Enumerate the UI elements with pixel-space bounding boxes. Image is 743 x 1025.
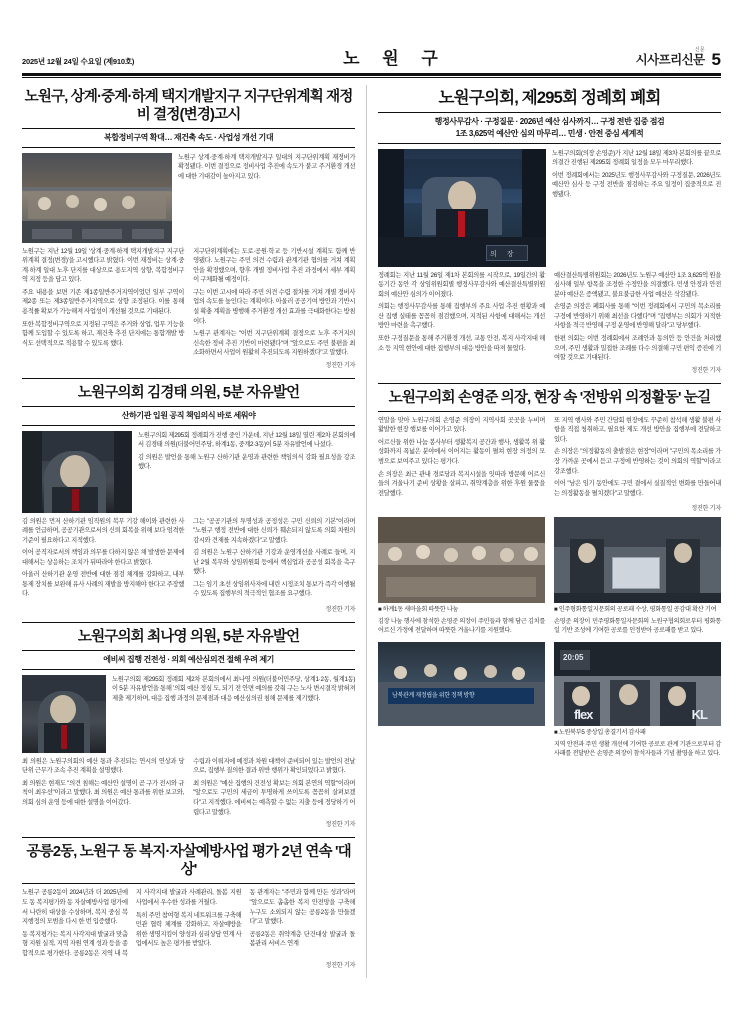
paragraph: 예산결산특별위원회는 2026년도 노원구 예산안 1조 3,625억 원을 심사해 일부 항목을 조정한 수정안을 의결했다. 민생 안정과 안전 분야 예산은 증액됐고, 불요불급한 사업 예산은 삭감됐다.	[554, 271, 721, 298]
article-byline: 정진한 기자	[325, 361, 356, 369]
paragraph: 그는 "공공기관의 투명성과 공정성은 구민 신뢰의 기본"이라며 "노원구 행정 전반에 대한 신뢰가 훼손되지 않도록 의회 차원의 감시와 견제를 지속하겠다"고 말했다.	[193, 517, 356, 544]
paragraph: 지구단위계획에는 도로·공원·학교 등 기반시설 계획도 함께 반영됐다. 노원구는 주민 의견 수렴과 관계기관 협의를 거쳐 계획안을 확정했으며, 향후 개별 정비사업 추진 과정에서 세부 계획이 구체화될 예정이다.	[193, 247, 356, 284]
left-column	[22, 85, 355, 979]
photo-award	[554, 517, 721, 603]
article-gongneung2dong	[22, 837, 355, 969]
paragraph: 또 지역 행사와 주민 간담회 현장에도 꾸준히 참석해 생활 불편 사항을 직접 청취하고, 필요한 제도 개선 방안을 집행부에 전달하고 있다.	[554, 416, 721, 443]
photo-kimjang	[378, 517, 545, 603]
article-byline: 정진한 기자	[325, 962, 356, 970]
article-headline: 노원구의회 김경태 의원, 5분 자유발언	[77, 384, 300, 401]
article-subhead-wrap	[22, 650, 355, 670]
article-subhead-wrap	[22, 128, 355, 148]
page-columns	[22, 85, 721, 979]
paragraph: 한편 의회는 이번 정례회에서 조례안과 동의안 등 안건을 처리했으며, 주민 생활과 밀접한 조례를 다수 의결해 구민 편익 증진에 기여할 것으로 기대된다.	[554, 334, 721, 362]
paragraph: 그는 임기 초선 상임위사자에 내린 시정조치 통보가 즉각 이행될 수 있도록 집행부의 적극적인 협조를 요구했다.	[193, 580, 356, 598]
masthead-rule	[22, 73, 721, 76]
article-body	[22, 888, 355, 958]
paragraph: 손영준 의장은 폐회사를 통해 "이번 정례회에서 구민의 목소리를 구정에 반영하기 위해 최선을 다했다"며 "집행부는 의회가 지적한 사항을 적극 반영해 구정 운영에 반영해 달라"고 당부했다.	[554, 303, 721, 330]
article-photo-council: 의 장	[378, 149, 546, 267]
paragraph: 또한 구정질문을 통해 주거환경 개선, 교통 안전, 복지 사각지대 해소 등 지역 현안에 대한 집행부의 대응 방안을 따져 물었다.	[378, 334, 545, 352]
paragraph: 어르신들 위한 나눔 봉사부터 생활복지 공간과 행사, 생활복 위 활성화까지 폭넓은 분야에서 이어지는 활동이 펼쳐 현장 의정의 모범으로 보여주고 있다는 평가다.	[378, 438, 545, 466]
article-headline: 노원구의회 최나영 의원, 5분 자유발언	[77, 629, 300, 646]
paragraph: 김 의원은 먼저 산하기관 임직원의 복무 기강 해이와 관련한 사례를 언급하며, 공공기관으로서의 신뢰 회복을 위해 보다 엄격한 기준이 필요하다고 지적했다.	[22, 517, 185, 544]
paragraph: 노원구는 지난 12월 19일 '상계·중계·하계 택지개발지구 지구단위계획 결정(변경)'을 고시했다고 밝혔다. 이번 재정비는 상계·중계·하계 일대 노후 단지를 대상으로 용도지역 상향, 복합정비구역 지정 등을 담고 있다.	[22, 247, 185, 284]
article-headline: 공릉2동, 노원구 동 복지·자살예방사업 평가 2년 연속 '대상'	[26, 844, 351, 879]
photo-block-kimjang	[378, 517, 545, 636]
article-body	[22, 247, 355, 358]
article-subhead-wrap	[378, 112, 721, 143]
photo-caption-body: 김장 나눔 행사에 참석한 손영준 의장이 주민들과 함께 담근 김치를 어르신 가정에 전달하며 따뜻한 겨울나기를 지원했다.	[378, 618, 545, 635]
newspaper-logo	[635, 47, 705, 68]
article-byline: 정진한 기자	[325, 821, 356, 829]
page-number: 5	[711, 50, 721, 69]
logo-tail: 신문	[681, 53, 705, 67]
publication-date: 2025년 12월 24일 수요일 (제910호)	[22, 57, 135, 66]
paragraph: 손 의장은 "의정활동의 출발점은 현장"이라며 "구민의 목소리를 가장 가까운 곳에서 듣고 구정에 반영하는 것이 의회의 역할"이라고 강조했다.	[554, 448, 721, 475]
article-divider-thin	[378, 411, 721, 412]
paragraph: 이어 "남은 임기 동안에도 구민 곁에서 실질적인 변화를 만들어내는 의정활동을 펼치겠다"고 말했다.	[554, 480, 721, 497]
section-title: 노 원 구	[343, 49, 447, 68]
paragraph: 구는 이번 고시에 따라 주민 의견 수렴 절차를 거쳐 개별 정비사업의 속도를 높인다는 계획이다. 아울러 공공기여 방안과 기반시설 확충 계획을 병행해 주거환경 개선 효과를 극대화한다는 방침이다.	[193, 288, 356, 325]
article-photo-choi	[22, 675, 106, 753]
photo-caption-title: ■ 인주형화통일지문회의 공로패 수상, 평화통일 공감대 확산 기여	[554, 606, 721, 615]
article-subhead: 복합정비구역 확대… 재건축 속도 · 사업성 개선 기대	[104, 133, 274, 143]
paragraph: 이번 정례회에서는 2025년도 행정사무감사와 구정질문, 2026년도 예산안 심사 등 구정 전반을 점검하는 주요 일정이 집중적으로 진행됐다.	[552, 171, 721, 198]
article-subhead-wrap	[22, 406, 355, 426]
article-subhead-line1: 행정사무감사 · 구정질문 · 2026년 예산 심사까지… 구정 전반 집중 점검	[434, 117, 665, 127]
masthead-rule-thin	[22, 77, 721, 78]
paragraph: 노원구 공릉2동이 2024년과 더 2025년에도 동 복지평가와 동 자살예방사업 평가에서 나란히 대상을 수상하며, 복지 중심 복지행정의 모범을 다시 한 번 입증했다.	[22, 889, 128, 926]
article-son-youngjun	[378, 383, 721, 760]
paragraph: 연말을 맞아 노원구의회 손영준 의장이 지역사회 곳곳을 누비며 활발한 현장 행보를 이어가고 있다.	[378, 416, 545, 434]
article-council-closing	[378, 88, 721, 374]
photo-caption-title: ■ 하계1동 새마을회 따뜻한 나눔	[378, 606, 545, 615]
paragraph: 의회는 행정사무감사를 통해 집행부의 주요 사업 추진 현황과 예산 집행 실태를 꼼꼼히 점검했으며, 지적된 사항에 대해서는 개선 방안 마련을 촉구했다.	[378, 303, 545, 330]
paragraph: 노원구의회 제295회 정례회가 진행 중인 가운데, 지난 12월 18일 열린 제2차 본회의에서 김경태 의원(더불어민주당, 하계1동, 중계2·3동)이 5분 자유발언에 나섰다.	[138, 431, 356, 449]
paragraph: 동 복지평가는 복지 사각지대 발굴과 맞춤형 지원 실적, 지역 자원 연계 성과 등을 종합적으로 평가한다. 공릉2동은 지역 내 복지 사각지대 발굴과 사례관리, 돌봄 지원 사업에서 우수한 성과를 거뒀다.	[22, 889, 242, 957]
article-kim-gyeongtae	[22, 378, 355, 613]
article-body	[22, 757, 355, 817]
logo-subtext: 신문	[694, 47, 705, 53]
article-body	[378, 416, 721, 502]
article-headline: 노원구의회 손영준 의장, 현장 속 '전방위 의정활동' 눈길	[388, 389, 711, 406]
article-photo-assembly	[22, 153, 172, 243]
photo-seminar	[378, 642, 545, 726]
paragraph: 또한 복합정비구역으로 지정된 구역은 주거와 상업, 업무 기능을 함께 도입할 수 있도록 하고, 재건축 추진 단지에는 통합개발 방식도 선택적으로 적용할 수 있도록 했다.	[22, 320, 185, 347]
paragraph: 이어 공직자로서의 책임과 의무를 다하지 않은 채 발생한 문제에 대해서는 상응하는 조치가 뒤따라야 한다고 밝혔다.	[22, 549, 185, 566]
article-body	[378, 271, 721, 363]
paragraph: 김 의원은 노원구 산하기관 기강과 운영개선을 사례로 들며, 지난 2월 복무와 상임위원회 등에서 핵심업과 공공성 회복을 촉구했다.	[193, 549, 356, 576]
paragraph: 주요 내용을 보면 기존 제1종일반주거지역이었던 일부 구역이 제2종 또는 제3종일반주거지역으로 상향 조정된다. 이를 통해 용적률 확보가 가능해져 사업성이 개선될 것으로 기대된다.	[22, 288, 185, 316]
paragraph: 공릉2동은 취약계층 단건대상 발굴과 돌봄관리 서비스 연계	[249, 930, 356, 948]
article-divider	[378, 383, 721, 384]
paragraph: 최 의원은 현재도 "의견 침해는 예산안 설명이 곧 구가 전시와 규칙이 최우선"이라고 말했다. 최 의원은 예산 통과를 위한 보고와, 의회 심의 운영 등에 대한 설명을 이어갔다.	[22, 779, 185, 807]
logo-text: 시사프리	[635, 53, 682, 67]
paragraph: 노원구의회(의장 손영준)가 지난 12월 18일 제3차 본회의를 끝으로 의결간 진행된 제295회 정례회 일정을 모두 마무리했다.	[552, 149, 721, 167]
paragraph: 아울러 산하기관 운영 전반에 대한 점검 체계를 강화하고, 내부 통제 장치를 보완해 유사 사례의 재발을 방지해야 한다고 주장했다.	[22, 571, 185, 598]
article-divider	[22, 622, 355, 623]
photo-caption-body: 손영준 의장이 민주평화통일자문회의 노원구협의회로부터 평화통일 기반 조성에 기여한 공로를 인정받아 공로패를 받고 있다.	[554, 618, 721, 635]
paragraph: 최 의원은 노원구의회의 예산 통과 추진되는 연시의 연상과 당 단위 근무가 조속 추진 계획을 설명했다.	[22, 757, 185, 775]
paragraph: 노원구의회 제295회 정례회 제2차 본회의에서 최나영 의원(더불어민주당, 상계1·2동, 월계1동)이 5분 자유발언을 통해 '의회 예산 정심 도, 되기 전 안면 예의를 갖춰 구는 노사 변시결작 밝혀져 제출 제기하며, 대응 집행 과정의 문제점과 대응 예산심의권 침해 문제를 제기했다.	[112, 675, 356, 702]
paragraph: 최 의원은 "예산 집행의 건전성 확보는 의회 본연의 역할"이라며 "앞으로도 구민의 세금이 투명하게 쓰이도록 꼼꼼히 살펴보겠다"고 지적했다. 에비씨는 예측할 수 없는 지출 등에 정당하기 어렵다고 말했다.	[193, 779, 356, 816]
article-divider	[22, 837, 355, 838]
photo-block-awards	[554, 517, 721, 636]
article-divider	[22, 378, 355, 379]
article-subhead: 산하기관 입원 공직 책임의식 바로 세워야	[121, 410, 256, 420]
photo-ceremony: 20:05 flex KL	[554, 642, 721, 726]
article-byline: 정진한 기자	[691, 505, 721, 513]
article-headline: 노원구, 상계·중계·하계 택지개발지구 지구단위계획 재정비 결정(변경)고시	[24, 88, 353, 123]
paragraph: 특히 주민 참여형 복지 네트워크를 구축해 민관 협력 체계를 강화하고, 자살예방을 위한 생명지킴이 양성과 심리상담 연계 사업에서도 높은 평가를 받았다.	[135, 911, 242, 948]
photo-block-banner	[378, 642, 545, 759]
column-divider	[366, 85, 367, 979]
photo-block-flex	[554, 642, 721, 759]
right-column	[378, 85, 721, 979]
article-headline: 노원구의회, 제295회 정례회 폐회	[438, 88, 661, 107]
article-subhead-line2: 1조 3,625억 예산안 심의 마무리… 민생 · 안전 중심 세계적	[455, 129, 644, 139]
article-divider-thin	[22, 883, 355, 884]
article-body	[22, 517, 355, 603]
masthead	[22, 0, 721, 73]
paragraph: 정례회는 지난 11월 26일 제1차 본회의를 시작으로, 19일간의 활동기간 동안 각 상임위원회별 행정사무감사와 예산결산특별위원회의 예산안 심의가 이어졌다.	[378, 271, 545, 298]
masthead-right	[635, 47, 721, 69]
article-subhead: 에비씨 집행 건전성 · 의회 예산심의견 절해 우려 제기	[103, 655, 274, 665]
paragraph: 노원구 상계·중계·하계 택지개발지구 일대의 지구단위계획 재정비가 확정됐다. 이번 결정으로 정비사업 추진에 속도가 붙고 주거환경 개선에 대한 기대감이 높아지고 있다.	[178, 153, 356, 180]
paragraph: 노원구 관계자는 "이번 지구단위계획 결정으로 노후 주거지의 신속한 정비 추진 기반이 마련됐다"며 "앞으로도 주민 불편을 최소화하면서 사업이 원활히 추진되도록 지원하겠다"고 말했다.	[193, 330, 356, 357]
article-photo-kim	[22, 431, 132, 513]
photo-row-1	[378, 517, 721, 636]
photo-caption-title: ■ 노원북부5 중상입 총결기서 감사패	[554, 729, 721, 738]
article-byline: 정진한 기자	[325, 606, 356, 614]
paragraph: 동 관계자는 "주민과 함께 만든 성과"라며 "앞으로도 촘촘한 복지 안전망을 구축해 누구도 소외되지 않는 공릉2동을 만들겠다"고 말했다.	[249, 889, 356, 926]
paragraph: 김 의원은 발언을 통해 노원구 산하기관 운영과 관련한 책임의식 강화 필요성을 강조했다.	[138, 453, 356, 471]
photo-caption-body: 지역 안전과 주민 생활 개선에 기여한 공로로 관계 기관으로부터 감사패를 전달받은 손영준 의장이 참석자들과 기념 촬영을 하고 있다.	[554, 741, 721, 758]
paragraph: 수립과 이뤄지에 예정과 차원 대책이 준비되어 있는 발언의 전날으로, 집행부 질의한 결과 위반 행위가 확인되었다고 밝혔다.	[193, 757, 356, 775]
photo-row-2	[378, 642, 721, 759]
article-choi-nayoung	[22, 622, 355, 828]
banner-text: 남북관계 재정립을 위한 정책 방향	[392, 693, 475, 700]
article-land-plan	[22, 88, 355, 369]
article-byline: 정진한 기자	[691, 366, 721, 374]
paragraph: 손 의장은 최근 관내 경로당과 복지시설을 잇따라 방문해 어르신들의 겨울나기 준비 상황을 살피고, 취약계층을 위한 후원 물품을 전달했다.	[378, 470, 545, 497]
